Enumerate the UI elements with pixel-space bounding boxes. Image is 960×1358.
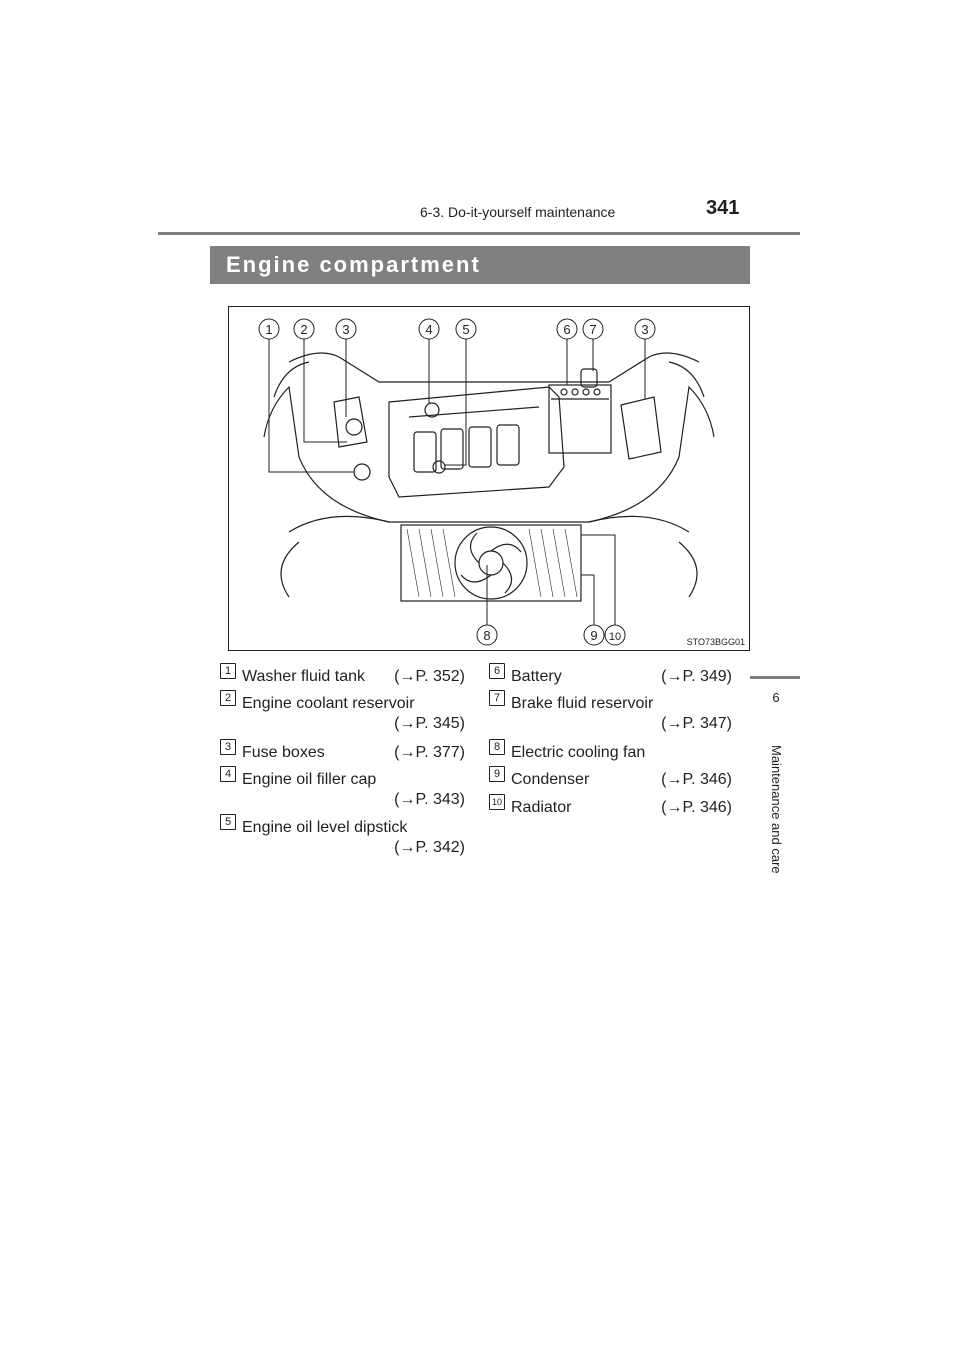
header-rule <box>158 232 800 235</box>
section-heading: 6-3. Do-it-yourself maintenance <box>420 204 616 220</box>
callout-8: 8 <box>483 628 491 643</box>
item-label: Radiator <box>511 799 572 816</box>
item-label: Engine oil level dipstick <box>242 819 408 836</box>
chapter-number: 6 <box>772 690 780 705</box>
callout-3-right: 3 <box>641 322 649 337</box>
callout-5: 5 <box>462 322 470 337</box>
section-title-bar <box>210 246 750 284</box>
item-number: 4 <box>220 766 236 782</box>
item-number: 1 <box>220 663 236 679</box>
callout-10: 10 <box>608 631 622 643</box>
item-number: 8 <box>489 739 505 755</box>
item-label: Brake fluid reservoir <box>511 695 654 712</box>
callout-3-left: 3 <box>342 322 350 337</box>
page-reference: (→P. 342) <box>394 839 465 856</box>
page-reference: (→P. 347) <box>661 715 732 732</box>
page-number: 341 <box>706 197 740 219</box>
callout-1: 1 <box>265 322 273 337</box>
item-label: Condenser <box>511 771 590 788</box>
item-label: Engine coolant reservoir <box>242 695 415 712</box>
figure-code: STO73BGG01 <box>686 637 745 647</box>
item-number: 6 <box>489 663 505 679</box>
chapter-title: Maintenance and care <box>769 745 784 874</box>
page-reference: (→P. 343) <box>394 791 465 808</box>
item-label: Fuse boxes <box>242 744 325 761</box>
side-tab-rule <box>750 676 800 679</box>
section-title: Engine compartment <box>226 252 481 277</box>
engine-compartment-illustration <box>228 306 750 651</box>
page-reference: (→P. 346) <box>661 771 732 788</box>
callout-7: 7 <box>589 322 597 337</box>
page-reference: (→P. 345) <box>394 715 465 732</box>
page-reference: (→P. 352) <box>394 668 465 685</box>
item-label: Washer fluid tank <box>242 668 366 685</box>
callout-4: 4 <box>425 322 433 337</box>
item-number: 3 <box>220 739 236 755</box>
item-label: Electric cooling fan <box>511 744 646 761</box>
callout-6: 6 <box>563 322 571 337</box>
engine-diagram <box>229 307 749 650</box>
callout-9: 9 <box>590 628 598 643</box>
item-number: 9 <box>489 766 505 782</box>
item-number: 10 <box>489 794 505 810</box>
item-label: Battery <box>511 668 562 685</box>
page-reference: (→P. 346) <box>661 799 732 816</box>
page-reference: (→P. 349) <box>661 668 732 685</box>
item-number: 2 <box>220 690 236 706</box>
callout-2: 2 <box>300 322 308 337</box>
page-reference: (→P. 377) <box>394 744 465 761</box>
item-number: 5 <box>220 814 236 830</box>
item-number: 7 <box>489 690 505 706</box>
item-label: Engine oil filler cap <box>242 771 377 788</box>
